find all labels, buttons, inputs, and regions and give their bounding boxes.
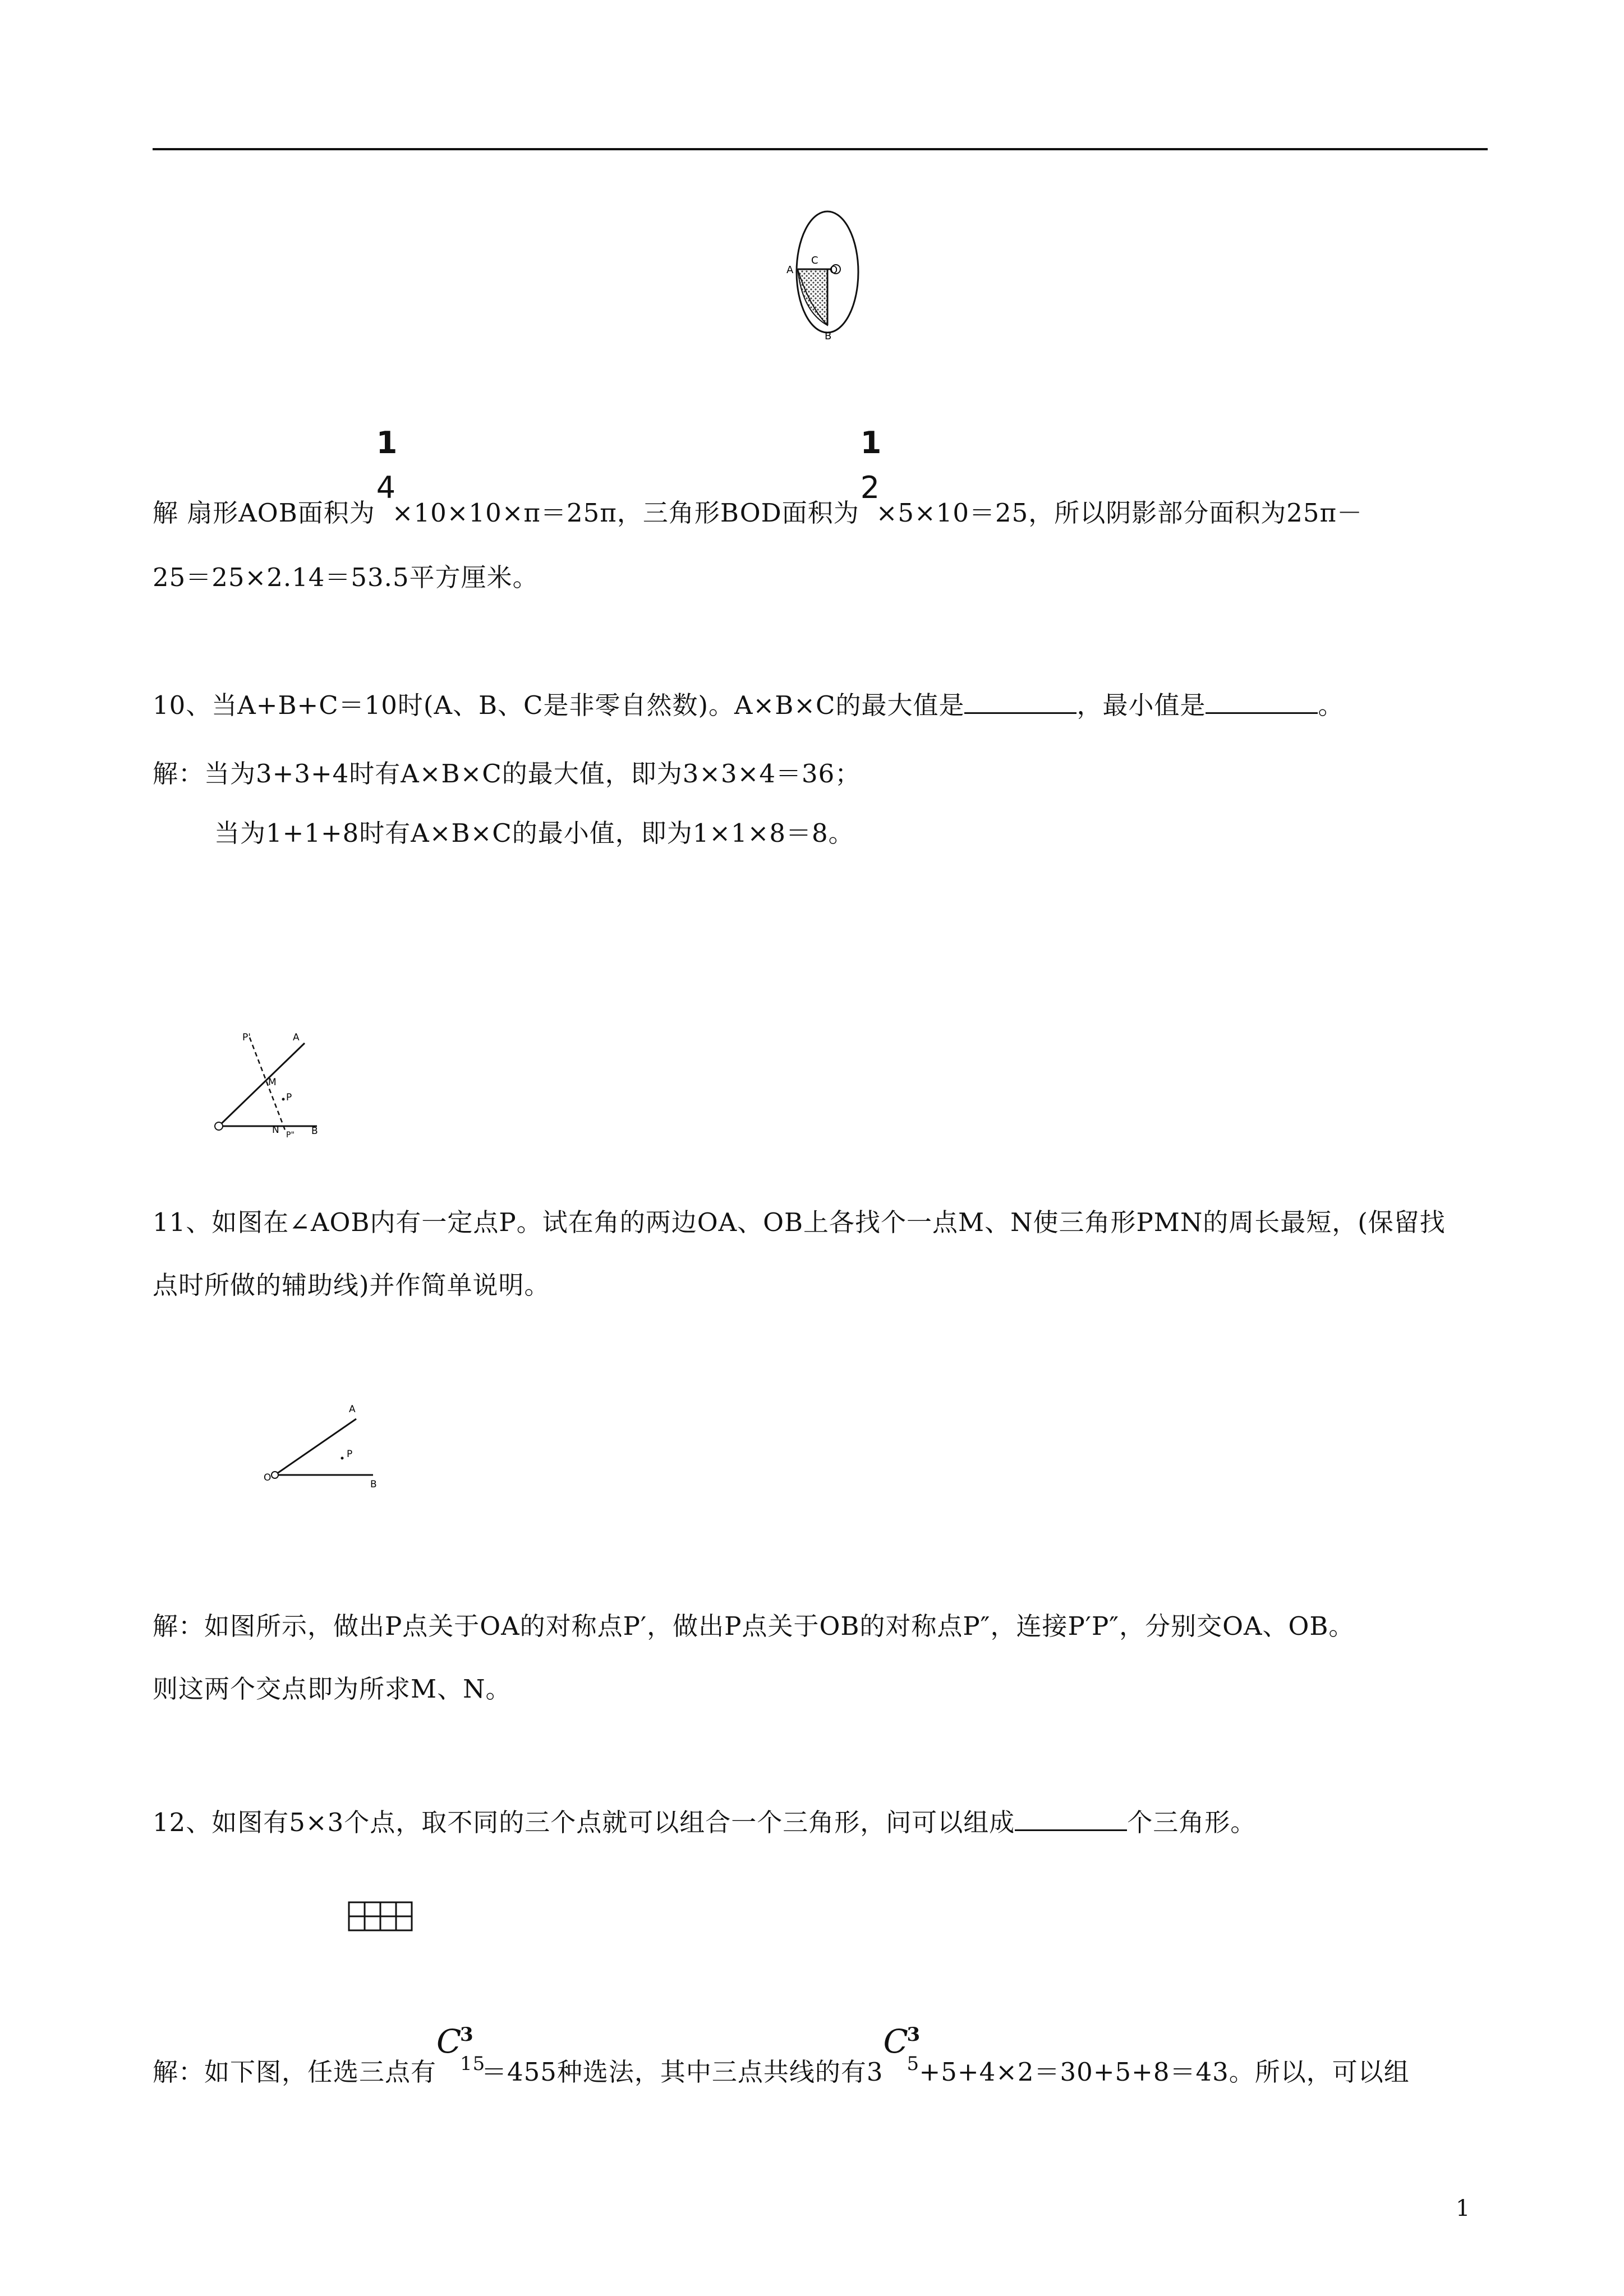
label-a: A bbox=[786, 264, 794, 276]
q10-min-blank bbox=[1206, 690, 1318, 714]
label-o: O bbox=[830, 264, 838, 276]
q12-question bbox=[153, 1806, 1256, 1839]
label-b: B bbox=[370, 1479, 377, 1490]
label-n: N bbox=[272, 1124, 279, 1136]
q10-max-blank bbox=[964, 690, 1076, 714]
label-b: B bbox=[825, 330, 832, 342]
fraction-quarter bbox=[375, 425, 398, 522]
angle-point-figure bbox=[264, 1396, 387, 1492]
frac1-num: 1 bbox=[376, 425, 398, 460]
label-p: P bbox=[347, 1449, 353, 1460]
frac2-den: 2 bbox=[860, 470, 881, 505]
label-a: A bbox=[349, 1404, 356, 1415]
page-number: 1 bbox=[1456, 2196, 1470, 2221]
label-p: P bbox=[286, 1092, 292, 1103]
sol11-line1: 解：如图所示，做出P点关于OA的对称点P′，做出P点关于OB的对称点P″，连接P′P″，分别交OA、OB。 bbox=[153, 1611, 1355, 1641]
q11-line1: 11、如图在∠AOB内有一定点P。试在角的两边OA、OB上各找个一点M、N使三角形PMN的周长最短，(保留找 bbox=[153, 1207, 1446, 1237]
sol9-part3: ×5×10＝25，所以阴影部分面积为25π－ bbox=[876, 498, 1363, 528]
sol12-part1: 解：如下图，任选三点有 bbox=[153, 2057, 437, 2087]
sol9-part1: 解 扇形AOB面积为 bbox=[153, 498, 375, 528]
q10-question bbox=[153, 689, 1344, 722]
label-p-double-prime: P" bbox=[286, 1131, 295, 1140]
comb1-sup: 3 bbox=[460, 2023, 474, 2046]
comb2-sub: 5 bbox=[907, 2053, 920, 2075]
q10-solution-1: 解：当为3+3+4时有A×B×C的最大值，即为3×3×4＝36； bbox=[153, 759, 861, 789]
frac2-num: 1 bbox=[860, 425, 882, 460]
sol12-part3: +5+4×2＝30+5+8＝43。所以，可以组 bbox=[919, 2057, 1410, 2087]
header-rule bbox=[153, 148, 1488, 150]
grid-figure bbox=[348, 1901, 415, 1935]
q12-answer-blank bbox=[1015, 1807, 1127, 1831]
q12-text-b: 个三角形。 bbox=[1127, 1808, 1257, 1837]
comb1-sub: 15 bbox=[460, 2053, 486, 2075]
frac1-den: 4 bbox=[376, 470, 397, 505]
label-m: M bbox=[268, 1077, 277, 1088]
label-o: O bbox=[264, 1472, 272, 1483]
angle-reflection-figure bbox=[202, 1021, 337, 1150]
comb2-sup: 3 bbox=[907, 2023, 921, 2046]
q10-text-a: 10、当A+B+C＝10时(A、B、C是非零自然数)。A×B×C的最大值是 bbox=[153, 690, 965, 720]
sol9-part2: ×10×10×π＝25π，三角形BOD面积为 bbox=[392, 498, 859, 528]
q11-line2: 点时所做的辅助线)并作简单说明。 bbox=[153, 1270, 550, 1300]
label-p-prime: P' bbox=[242, 1032, 251, 1043]
sol9-line1 bbox=[153, 425, 1363, 530]
q10-solution-2: 当为1+1+8时有A×B×C的最小值，即为1×1×8＝8。 bbox=[214, 818, 854, 848]
combination-15-3: C 3 15 bbox=[436, 2047, 481, 2081]
sol9-line2: 25＝25×2.14＝53.5平方厘米。 bbox=[153, 563, 539, 592]
sol11-line2: 则这两个交点即为所求M、N。 bbox=[153, 1674, 512, 1704]
q10-text-c: 。 bbox=[1318, 690, 1344, 720]
label-a: A bbox=[293, 1032, 300, 1043]
label-c: C bbox=[811, 255, 818, 266]
label-b: B bbox=[311, 1126, 318, 1137]
sector-figure bbox=[774, 208, 875, 348]
sol12-line1 bbox=[153, 2022, 1410, 2089]
q12-text-a: 12、如图有5×3个点，取不同的三个点就可以组合一个三角形，问可以组成 bbox=[153, 1808, 1015, 1837]
q10-text-b: ，最小值是 bbox=[1076, 690, 1206, 720]
sol12-part2: ＝455种选法，其中三点共线的有3 bbox=[481, 2057, 884, 2087]
combination-5-3: C 3 5 bbox=[884, 2047, 919, 2081]
fraction-half bbox=[859, 425, 882, 522]
